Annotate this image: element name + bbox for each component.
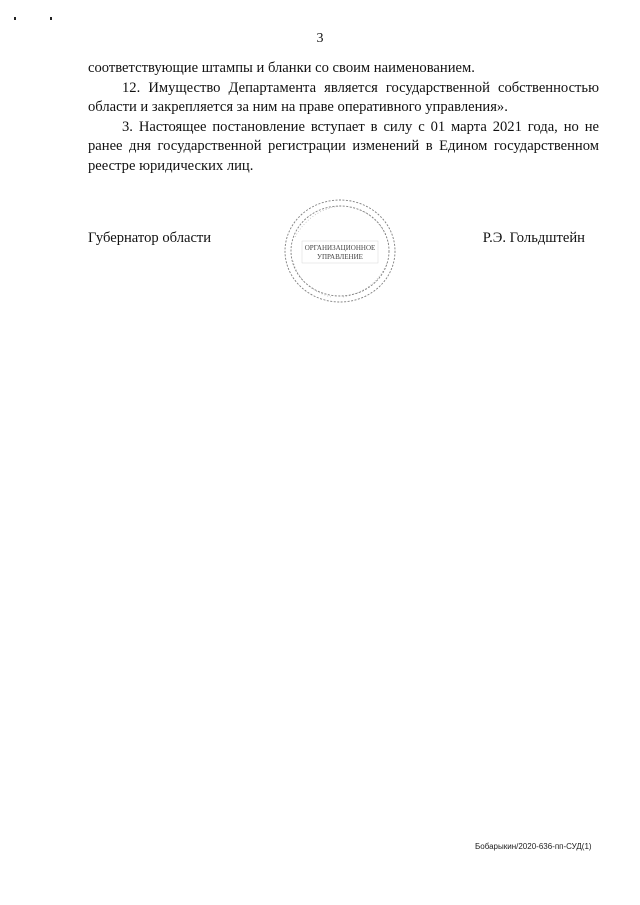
stamp-text-line-1: ОРГАНИЗАЦИОННОЕ: [304, 244, 376, 252]
signatory-position: Губернатор области: [88, 230, 212, 246]
official-stamp-icon: [281, 197, 399, 305]
paragraph-item-3: 3. Настоящее постановление вступает в силу с 01 марта 2021 года, но не ранее дня государственной регистрации изменений в Едином государственном реестре юридических лиц.: [88, 118, 599, 174]
signatory-name: Р.Э. Гольдштейн: [482, 230, 585, 246]
document-reference-code: Бобарыкин/2020-636-пп-СУД(1): [475, 842, 592, 851]
stamp-text-line-2: УПРАВЛЕНИЕ: [317, 253, 363, 261]
paragraph-continuation: соответствующие штампы и бланки со своим наименованием.: [88, 60, 475, 76]
scan-artifact: [14, 17, 16, 20]
document-body: [88, 59, 599, 176]
scan-artifact: [50, 17, 52, 20]
page-number: 3: [316, 31, 324, 46]
paragraph-item-12: 12. Имущество Департамента является государственной собственностью области и закрепляется за ним на праве оперативного управления».: [88, 79, 599, 115]
